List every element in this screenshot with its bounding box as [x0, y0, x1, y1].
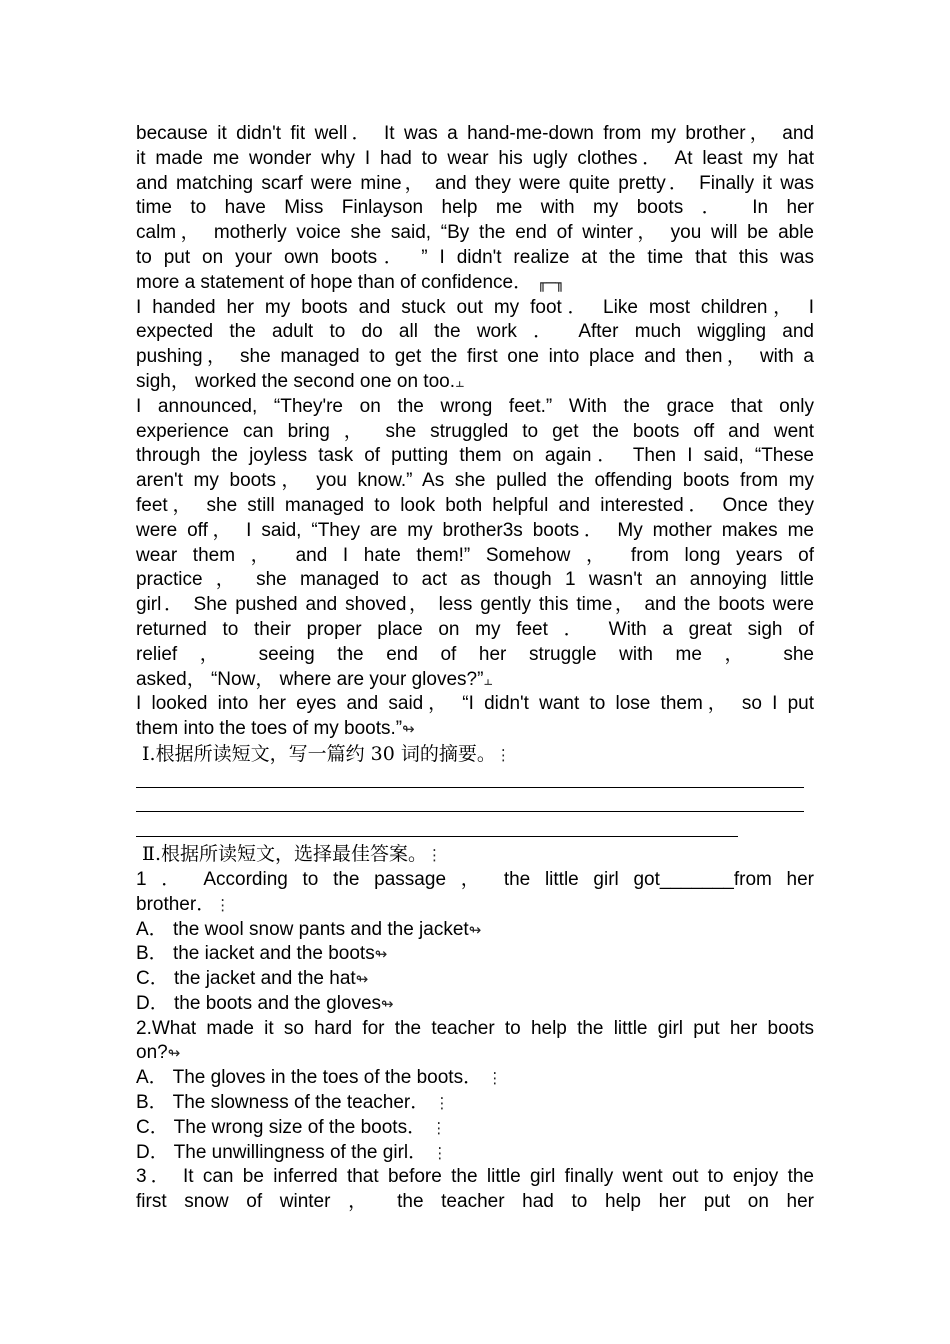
text-line-content: brother．	[136, 893, 216, 915]
question-2-option-d[interactable]	[136, 1141, 814, 1166]
paragraph-mark-icon: ↬	[374, 945, 388, 964]
text-line: time to have Miss Finlayson help me with my boots ． In her	[136, 197, 814, 219]
text-line: were off， I said, “They are my brother3s boots． My mother makes me	[136, 519, 814, 541]
text-line: wear them ， and I hate them!” Somehow ， from long years of	[136, 544, 814, 566]
text-line: expected the adult to do all the work ． After much wiggling and	[136, 321, 814, 343]
text-line	[136, 370, 814, 395]
text-line: I looked into her eyes and said， “I didn't want to lose them， so I put	[136, 693, 814, 715]
section-2-heading	[136, 842, 814, 868]
option-text: A． the wool snow pants and the jacket	[136, 918, 469, 940]
paragraph-mark-icon: ↬	[468, 920, 482, 939]
answer-blank-line[interactable]	[136, 768, 814, 793]
section-1-heading-text: Ⅰ.根据所读短文，写一篇约 30 词的摘要。	[142, 742, 496, 765]
paragraph-mark-icon: ⋮	[215, 895, 231, 914]
question-3-stem: 3． It can be inferred that before the little girl finally went out to enjoy the	[136, 1166, 814, 1188]
question-2-option-a[interactable]	[136, 1066, 814, 1091]
paragraph-mark-icon: ╓─╖	[537, 273, 565, 292]
paragraph-mark-icon: ⫠	[454, 372, 465, 391]
paragraph-mark-icon: ↬	[355, 970, 369, 989]
paragraph-mark-icon: ↬	[381, 994, 394, 1013]
text-line-content: them into the toes of my boots.”	[136, 718, 403, 740]
text-line-content: more a statement of hope than of confidence．	[136, 271, 533, 293]
option-text: B． the iacket and the boots	[136, 943, 375, 965]
option-text: C． The wrong size of the boots．	[136, 1116, 427, 1138]
paragraph-mark-icon: ↬	[402, 720, 415, 739]
text-line-content: on?	[136, 1042, 168, 1064]
option-text: D． The unwillingness of the girl．	[136, 1141, 428, 1163]
question-1-option-d[interactable]	[136, 992, 814, 1017]
question-1-stem: 1 ． According to the passage ， the little girl got_______from her	[136, 868, 814, 890]
text-line: returned to their proper place on my feet ． With a great sigh of	[136, 618, 814, 640]
question-2-stem: 2.What made it so hard for the teacher to help the little girl put her boots	[136, 1017, 814, 1039]
option-text: C． the jacket and the hat	[136, 968, 356, 990]
passage-paragraph-3	[136, 395, 814, 693]
question-2-option-b[interactable]	[136, 1091, 814, 1116]
paragraph-mark-icon: ⋮	[432, 1143, 448, 1162]
question-1-option-a[interactable]	[136, 918, 814, 943]
question-3-stem: first snow of winter ， the teacher had to help her put on her	[136, 1191, 814, 1213]
text-line-content: asked， “Now， where are your gloves?”	[136, 668, 484, 690]
answer-blank-line[interactable]	[136, 817, 814, 842]
text-line: aren't my boots， you know.” As she pulled the offending boots from my	[136, 470, 814, 492]
passage-paragraph-1	[136, 122, 814, 296]
question-1-stem-end	[136, 893, 814, 918]
section-2	[136, 842, 814, 1215]
text-line: experience can bring ， she struggled to get the boots off and went	[136, 420, 814, 442]
text-line: because it didn't fit well． It was a hand-me-down from my brother， and	[136, 123, 814, 144]
paragraph-mark-icon: ↬	[167, 1044, 181, 1063]
text-line: girl． She pushed and shoved， less gently this time， and the boots were	[136, 594, 814, 616]
text-line: calm， motherly voice she said, “By the end of winter， you will be able	[136, 222, 814, 244]
paragraph-mark-icon: ⋮	[427, 846, 443, 865]
text-line: practice ， she managed to act as though 1 wasn't an annoying little	[136, 569, 814, 591]
text-line: through the joyless task of putting them on again． Then I said, “These	[136, 445, 814, 467]
document-page	[136, 122, 814, 1215]
passage-paragraph-2	[136, 296, 814, 395]
text-line: to put on your own boots． ” I didn't realize at the time that this was	[136, 246, 814, 268]
option-text: D． the boots and the gloves	[136, 992, 382, 1014]
section-1	[136, 742, 814, 842]
question-1-option-b[interactable]	[136, 942, 814, 967]
text-line: pushing， she managed to get the first one into place and then， with a	[136, 346, 814, 368]
option-text: A． The gloves in the toes of the boots．	[136, 1067, 483, 1089]
paragraph-mark-icon: ⋮	[434, 1094, 450, 1113]
question-2-option-c[interactable]	[136, 1116, 814, 1141]
paragraph-mark-icon: ⋮	[487, 1069, 503, 1088]
section-1-heading	[136, 742, 814, 768]
text-line: feet， she still managed to look both helpful and interested． Once they	[136, 494, 814, 516]
paragraph-mark-icon: ⋮	[495, 745, 511, 764]
text-line: and matching scarf were mine， and they were quite pretty． Finally it was	[136, 172, 814, 194]
question-2-stem-end	[136, 1041, 814, 1066]
text-line-content: sigh， worked the second one on too.	[136, 370, 455, 392]
question-1-option-c[interactable]	[136, 967, 814, 992]
passage-paragraph-4	[136, 692, 814, 742]
text-line: I handed her my boots and stuck out my foot． Like most children， I	[136, 296, 814, 318]
option-text: B． The slowness of the teacher．	[136, 1092, 430, 1114]
text-line	[136, 717, 814, 742]
text-line: relief ， seeing the end of her struggle with me ， she	[136, 643, 814, 665]
text-line	[136, 271, 814, 296]
paragraph-mark-icon: ⫠	[483, 670, 493, 689]
answer-blank-line[interactable]	[136, 793, 814, 818]
text-line	[136, 668, 814, 693]
text-line: it made me wonder why I had to wear his ugly clothes． At least my hat	[136, 147, 814, 169]
section-2-heading-text: Ⅱ.根据所读短文，选择最佳答案。	[142, 843, 428, 866]
text-line: I announced, “They're on the wrong feet.” With the grace that only	[136, 395, 814, 417]
paragraph-mark-icon: ⋮	[431, 1118, 447, 1137]
